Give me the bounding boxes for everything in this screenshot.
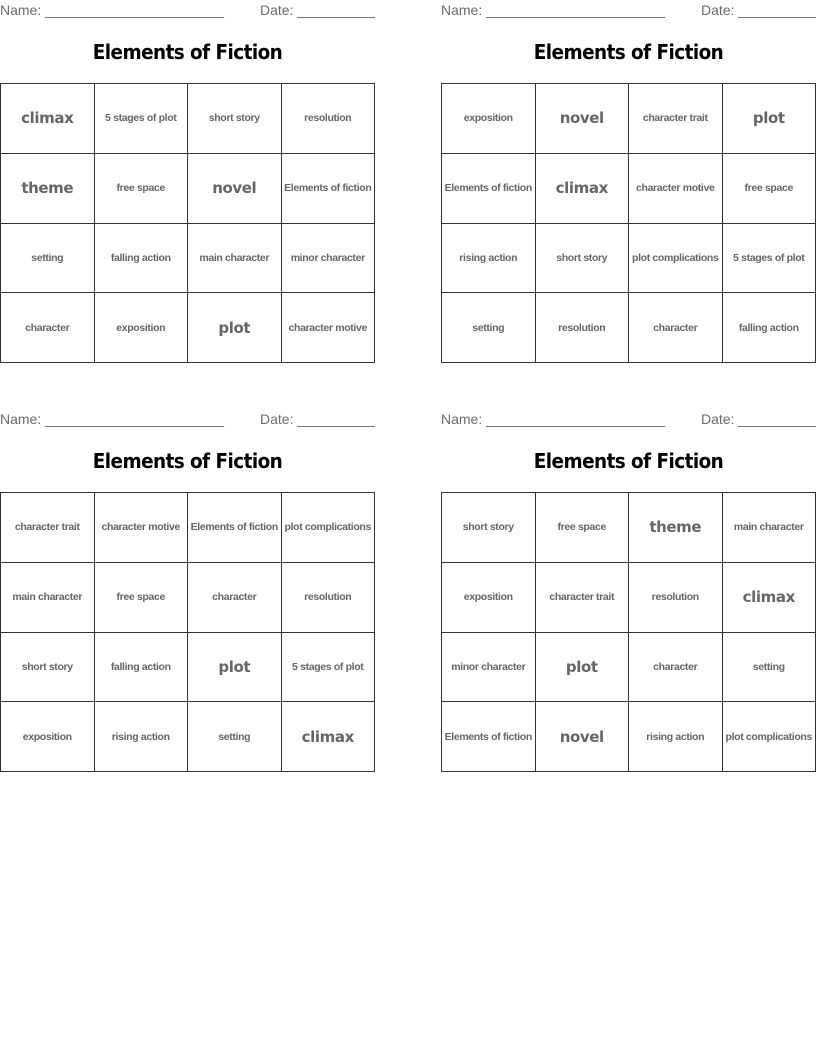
date-blank-line: __________ <box>738 2 816 18</box>
bingo-cell: climax <box>723 563 816 633</box>
bingo-cell: Elements of fiction <box>282 154 376 224</box>
bingo-cell: plot <box>536 633 630 703</box>
bingo-cell: plot <box>188 633 282 703</box>
bingo-cell: plot complications <box>629 224 723 294</box>
card-title: Elements of Fiction <box>533 449 724 473</box>
bingo-grid <box>0 492 375 772</box>
bingo-card-1 <box>0 0 375 370</box>
bingo-cell: setting <box>188 702 282 772</box>
bingo-cell: character <box>629 293 723 363</box>
date-blank-line: __________ <box>738 411 816 427</box>
name-label: Name: <box>0 411 42 427</box>
bingo-cell: resolution <box>282 563 376 633</box>
bingo-cell: Elements of fiction <box>188 493 282 563</box>
bingo-cell: plot complications <box>723 702 816 772</box>
bingo-cell: resolution <box>282 84 376 154</box>
name-blank-line: _______________________ <box>486 411 666 427</box>
bingo-cell: minor character <box>282 224 376 294</box>
bingo-card-4 <box>441 409 816 779</box>
name-label: Name: <box>441 411 483 427</box>
bingo-cell: short story <box>536 224 630 294</box>
name-blank-line: _______________________ <box>45 411 225 427</box>
bingo-cell: free space <box>95 563 189 633</box>
bingo-cell: resolution <box>629 563 723 633</box>
card-title: Elements of Fiction <box>92 40 283 64</box>
card-header <box>441 2 816 20</box>
card-header <box>0 411 375 429</box>
card-header <box>441 411 816 429</box>
bingo-cell: short story <box>188 84 282 154</box>
bingo-cell: short story <box>1 633 95 703</box>
bingo-cell: falling action <box>95 224 189 294</box>
name-blank-line: _______________________ <box>45 2 225 18</box>
bingo-cell: novel <box>188 154 282 224</box>
bingo-cell: Elements of fiction <box>442 702 536 772</box>
bingo-cell: resolution <box>536 293 630 363</box>
bingo-cell: minor character <box>442 633 536 703</box>
bingo-cell: climax <box>1 84 95 154</box>
bingo-cell: exposition <box>442 563 536 633</box>
bingo-grid <box>441 492 816 772</box>
bingo-cell: rising action <box>95 702 189 772</box>
bingo-cell: 5 stages of plot <box>95 84 189 154</box>
bingo-cell: plot <box>723 84 816 154</box>
bingo-cell: short story <box>442 493 536 563</box>
card-title: Elements of Fiction <box>92 449 283 473</box>
bingo-cell: character trait <box>629 84 723 154</box>
bingo-card-3 <box>0 409 375 779</box>
date-label: Date: <box>701 2 735 18</box>
bingo-cell: setting <box>1 224 95 294</box>
bingo-cell: exposition <box>1 702 95 772</box>
date-label: Date: <box>260 411 294 427</box>
bingo-cell: plot <box>188 293 282 363</box>
name-label: Name: <box>0 2 42 18</box>
bingo-cell: novel <box>536 84 630 154</box>
bingo-cell: setting <box>723 633 816 703</box>
bingo-cell: plot complications <box>282 493 376 563</box>
bingo-cell: exposition <box>442 84 536 154</box>
bingo-cell: free space <box>536 493 630 563</box>
bingo-cell: climax <box>536 154 630 224</box>
date-label: Date: <box>701 411 735 427</box>
bingo-cell: main character <box>188 224 282 294</box>
card-header <box>0 2 375 20</box>
bingo-cell: main character <box>1 563 95 633</box>
bingo-card-2 <box>441 0 816 370</box>
bingo-cell: 5 stages of plot <box>723 224 816 294</box>
bingo-cell: character trait <box>536 563 630 633</box>
name-label: Name: <box>441 2 483 18</box>
bingo-cell: theme <box>1 154 95 224</box>
bingo-cell: main character <box>723 493 816 563</box>
bingo-cell: theme <box>629 493 723 563</box>
bingo-cell: setting <box>442 293 536 363</box>
bingo-cell: character <box>1 293 95 363</box>
bingo-cell: rising action <box>442 224 536 294</box>
bingo-cell: rising action <box>629 702 723 772</box>
bingo-cell: free space <box>95 154 189 224</box>
bingo-grid <box>441 83 816 363</box>
bingo-cell: character <box>188 563 282 633</box>
bingo-cell: falling action <box>95 633 189 703</box>
bingo-cell: climax <box>282 702 376 772</box>
bingo-cell: novel <box>536 702 630 772</box>
date-blank-line: __________ <box>297 2 375 18</box>
bingo-cell: character trait <box>1 493 95 563</box>
bingo-cell: character motive <box>629 154 723 224</box>
bingo-cell: falling action <box>723 293 816 363</box>
bingo-cell: character <box>629 633 723 703</box>
bingo-cell: character motive <box>282 293 376 363</box>
bingo-cell: Elements of fiction <box>442 154 536 224</box>
bingo-cell: exposition <box>95 293 189 363</box>
date-label: Date: <box>260 2 294 18</box>
bingo-cell: character motive <box>95 493 189 563</box>
bingo-grid <box>0 83 375 363</box>
date-blank-line: __________ <box>297 411 375 427</box>
bingo-cell: free space <box>723 154 816 224</box>
bingo-cell: 5 stages of plot <box>282 633 376 703</box>
name-blank-line: _______________________ <box>486 2 666 18</box>
card-title: Elements of Fiction <box>533 40 724 64</box>
